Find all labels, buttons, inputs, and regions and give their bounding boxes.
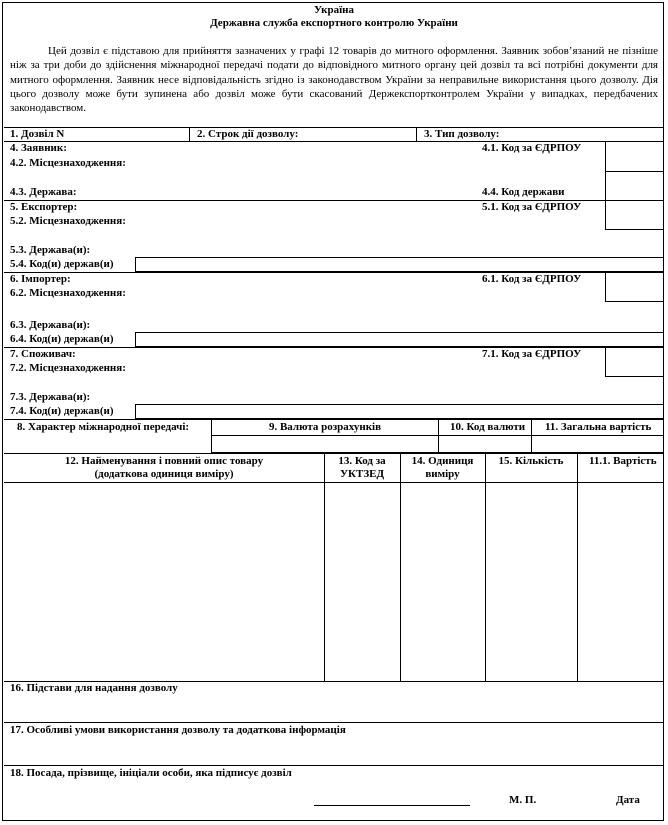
permit-type-label: 3. Тип дозволу:	[424, 128, 500, 140]
consumer-edrpou-field[interactable]	[605, 347, 664, 377]
goods-code-header: 13. Код за	[338, 455, 386, 467]
importer-edrpou-field[interactable]	[605, 272, 664, 302]
total-value-field[interactable]	[531, 435, 664, 453]
divider	[416, 127, 417, 141]
divider	[485, 453, 486, 681]
exporter-state-codes-field[interactable]	[135, 257, 664, 272]
applicant-edrpou-label: 4.1. Код за ЄДРПОУ	[482, 142, 582, 154]
conditions-label: 17. Особливі умови використання дозволу та додаткова інформація	[10, 724, 346, 736]
divider	[4, 765, 664, 766]
goods-unit-subheader: виміру	[425, 468, 460, 480]
total-value-label: 11. Загальна вартість	[545, 421, 652, 433]
divider	[189, 127, 190, 141]
consumer-label: 7. Споживач:	[10, 348, 76, 360]
validity-label: 2. Строк дії дозволу:	[197, 128, 299, 140]
intro-text: Цей дозвіл є підставою для прийняття зазначених у графі 12 товарів до митного оформлення. Заявник зобов’язаний не пізніше ніж за три доби до здійснення міжнародної передачі подати до відповідного митного органу цей дозвіл та всі потрібні документи для митного оформлення. Заявник несе відповідальність згідно із законодавством України за неправильне використання цього дозволу. Дія цього дозволу може бути зупинена або дозвіл може бути скасований Держекспортконтролем України у випадках, передбачених законодавством.	[10, 45, 658, 115]
divider	[4, 482, 664, 483]
signatory-label: 18. Посада, прізвище, ініціали особи, яка підписує дозвіл	[10, 767, 292, 779]
consumer-edrpou-label: 7.1. Код за ЄДРПОУ	[482, 348, 582, 360]
applicant-state-label: 4.3. Держава:	[10, 186, 77, 198]
importer-edrpou-label: 6.1. Код за ЄДРПОУ	[482, 273, 582, 285]
applicant-label: 4. Заявник:	[10, 142, 67, 154]
signature-line[interactable]	[314, 805, 470, 806]
exporter-state-codes-label: 5.4. Код(и) держав(и)	[10, 258, 114, 270]
divider	[4, 127, 664, 128]
exporter-edrpou-label: 5.1. Код за ЄДРПОУ	[482, 201, 582, 213]
exporter-label: 5. Експортер:	[10, 201, 78, 213]
header-country: Україна	[313, 4, 355, 16]
divider	[605, 171, 664, 172]
goods-name-header: 12. Найменування і повний опис товару	[64, 455, 264, 467]
permit-number-label: 1. Дозвіл N	[10, 128, 65, 140]
divider	[4, 722, 664, 723]
importer-state-codes-field[interactable]	[135, 332, 664, 347]
consumer-location-label: 7.2. Місцезнаходження:	[10, 362, 126, 374]
applicant-location-label: 4.2. Місцезнаходження:	[10, 157, 126, 169]
divider	[400, 453, 401, 681]
exporter-edrpou-field[interactable]	[605, 200, 664, 230]
date-label: Дата	[616, 794, 640, 806]
currency-label: 9. Валюта розрахунків	[268, 421, 382, 433]
importer-label: 6. Імпортер:	[10, 273, 71, 285]
goods-name-subheader: (додаткова одиниця виміру)	[94, 468, 234, 480]
importer-location-label: 6.2. Місцезнаходження:	[10, 287, 126, 299]
importer-states-label: 6.3. Держава(и):	[10, 319, 91, 331]
goods-value-header: 11.1. Вартість	[589, 455, 657, 467]
currency-code-label: 10. Код валюти	[450, 421, 526, 433]
consumer-state-codes-label: 7.4. Код(и) держав(и)	[10, 405, 114, 417]
grounds-label: 16. Підстави для надання дозволу	[10, 682, 178, 694]
goods-unit-header: 14. Одиниця	[411, 455, 474, 467]
header-agency: Державна служба експортного контролю України	[210, 17, 458, 29]
divider	[577, 453, 578, 681]
exporter-states-label: 5.3. Держава(и):	[10, 244, 91, 256]
importer-state-codes-label: 6.4. Код(и) держав(и)	[10, 333, 114, 345]
stamp-label: М. П.	[509, 794, 537, 806]
currency-field[interactable]	[211, 435, 439, 453]
consumer-state-codes-field[interactable]	[135, 404, 664, 419]
consumer-states-label: 7.3. Держава(и):	[10, 391, 91, 403]
divider	[4, 453, 664, 454]
applicant-state-code-label: 4.4. Код держави	[482, 186, 565, 198]
exporter-location-label: 5.2. Місцезнаходження:	[10, 215, 126, 227]
divider	[324, 453, 325, 681]
goods-qty-header: 15. Кількість	[498, 455, 564, 467]
transfer-nature-label: 8. Характер міжнародної передачі:	[17, 421, 190, 433]
goods-code-subheader: УКТЗЕД	[339, 468, 385, 480]
currency-code-field[interactable]	[438, 435, 532, 453]
